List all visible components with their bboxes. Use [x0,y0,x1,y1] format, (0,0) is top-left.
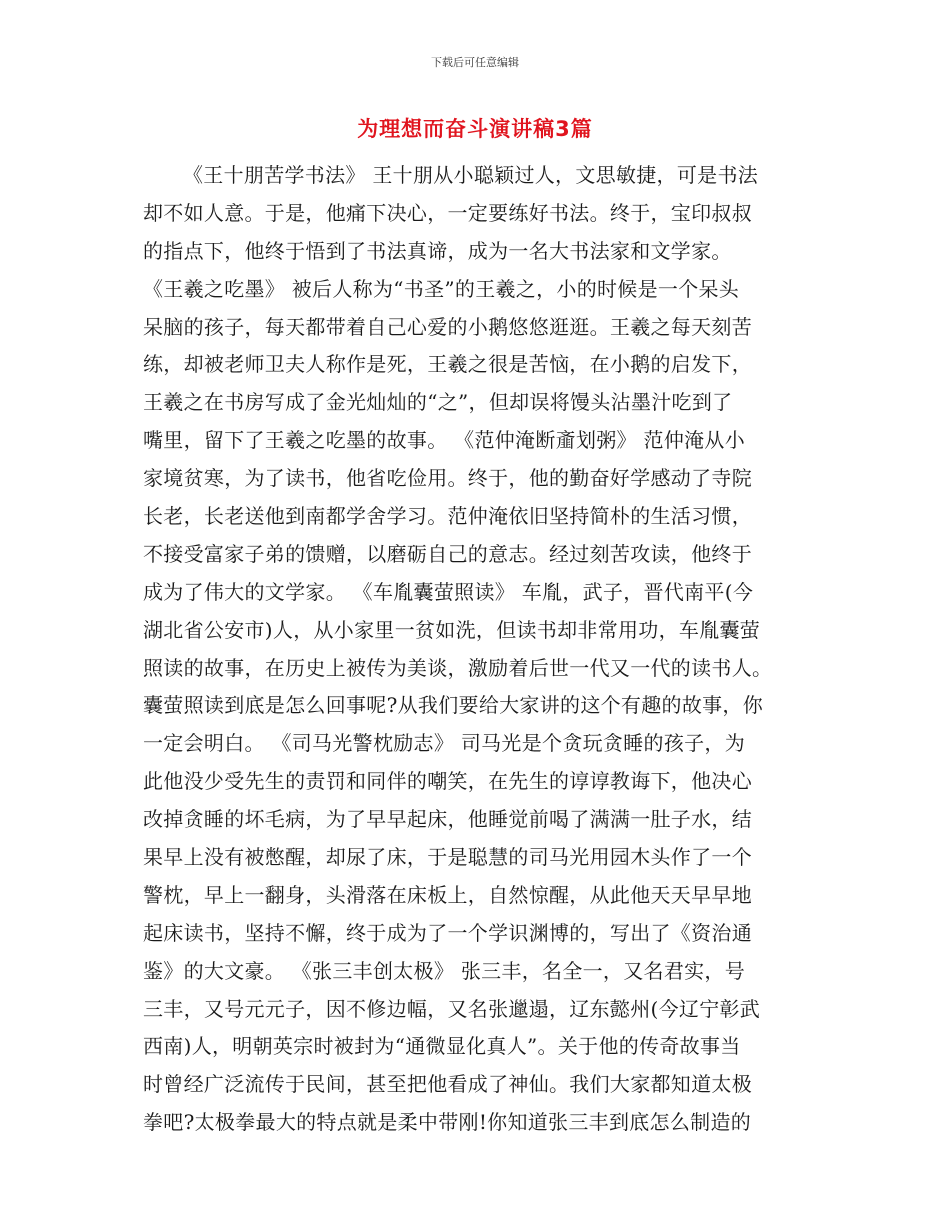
page-header-note: 下载后可任意编辑 [431,56,519,69]
body-line: 呆脑的孩子，每天都带着自己心爱的小鹅悠悠逛逛。王羲之每天刻苦 [143,314,752,339]
body-line: 此他没少受先生的责罚和同伴的嘲笑，在先生的谆谆教诲下，他决心 [143,769,752,794]
body-line: 成为了伟大的文学家。 《车胤囊萤照读》 车胤，武子，晋代南平(今 [143,579,754,604]
body-line: 时曾经广泛流传于民间，甚至把他看成了神仙。我们大家都知道太极 [143,1072,752,1097]
body-line: 西南)人，明朝英宗时被封为“通微显化真人”。关于他的传奇故事当 [143,1034,741,1059]
body-line: 三丰，又号元元子，因不修边幅，又名张邋遢，辽东懿州(今辽宁彰武 [143,996,761,1021]
body-line: 湖北省公安市)人，从小家里一贫如洗，但读书却非常用功，车胤囊萤 [143,617,761,642]
body-line: 照读的故事，在历史上被传为美谈，激励着后世一代又一代的读书人。 [143,655,773,680]
body-line: 囊萤照读到底是怎么回事呢?从我们要给大家讲的这个有趣的故事，你 [143,693,764,718]
body-line: 改掉贪睡的坏毛病，为了早早起床，他睡觉前喝了满满一肚子水，结 [143,807,752,832]
body-line: 拳吧?太极拳最大的特点就是柔中带刚!你知道张三丰到底怎么制造的 [143,1110,752,1135]
body-line: 鉴》的大文豪。 《张三丰创太极》 张三丰，名全一，又名君实，号 [143,958,746,983]
body-line: 嘴里，留下了王羲之吃墨的故事。 《范仲淹断齑划粥》 范仲淹从小 [143,428,746,453]
body-line: 却不如人意。于是，他痛下决心，一定要练好书法。终于，宝印叔叔 [143,200,752,225]
document-body [143,157,808,1142]
body-line: 王羲之在书房写成了金光灿灿的“之”，但却误将馒头沾墨汁吃到了 [143,390,733,415]
body-line: 警枕，早上一翻身，头滑落在床板上，自然惊醒，从此他天天早早地 [143,882,752,907]
body-line: 练，却被老师卫夫人称作是死，王羲之很是苦恼，在小鹅的启发下， [143,352,752,377]
body-line: 《王十朋苦学书法》 王十朋从小聪颖过人，文思敏捷，可是书法 [183,163,759,187]
body-line: 不接受富家子弟的馈赠，以磨砺自己的意志。经过刻苦攻读，他终于 [143,541,752,566]
body-line: 的指点下，他终于悟到了书法真谛，成为一名大书法家和文学家。 [143,238,732,263]
body-line: 果早上没有被憋醒，却尿了床，于是聪慧的司马光用园木头作了一个 [143,845,752,870]
body-line: 《王羲之吃墨》 被后人称为“书圣”的王羲之，小的时候是一个呆头 [143,276,740,301]
body-line: 一定会明白。 《司马光警枕励志》 司马光是个贪玩贪睡的孩子，为 [143,731,746,756]
body-line: 长老，长老送他到南都学舍学习。范仲淹依旧坚持简朴的生活习惯， [143,504,752,529]
document-title: 为理想而奋斗演讲稿3篇 [357,117,593,141]
body-line: 起床读书，坚持不懈，终于成为了一个学识渊博的，写出了《资治通 [143,920,752,945]
body-line: 家境贫寒，为了读书，他省吃俭用。终于，他的勤奋好学感动了寺院 [143,466,752,491]
